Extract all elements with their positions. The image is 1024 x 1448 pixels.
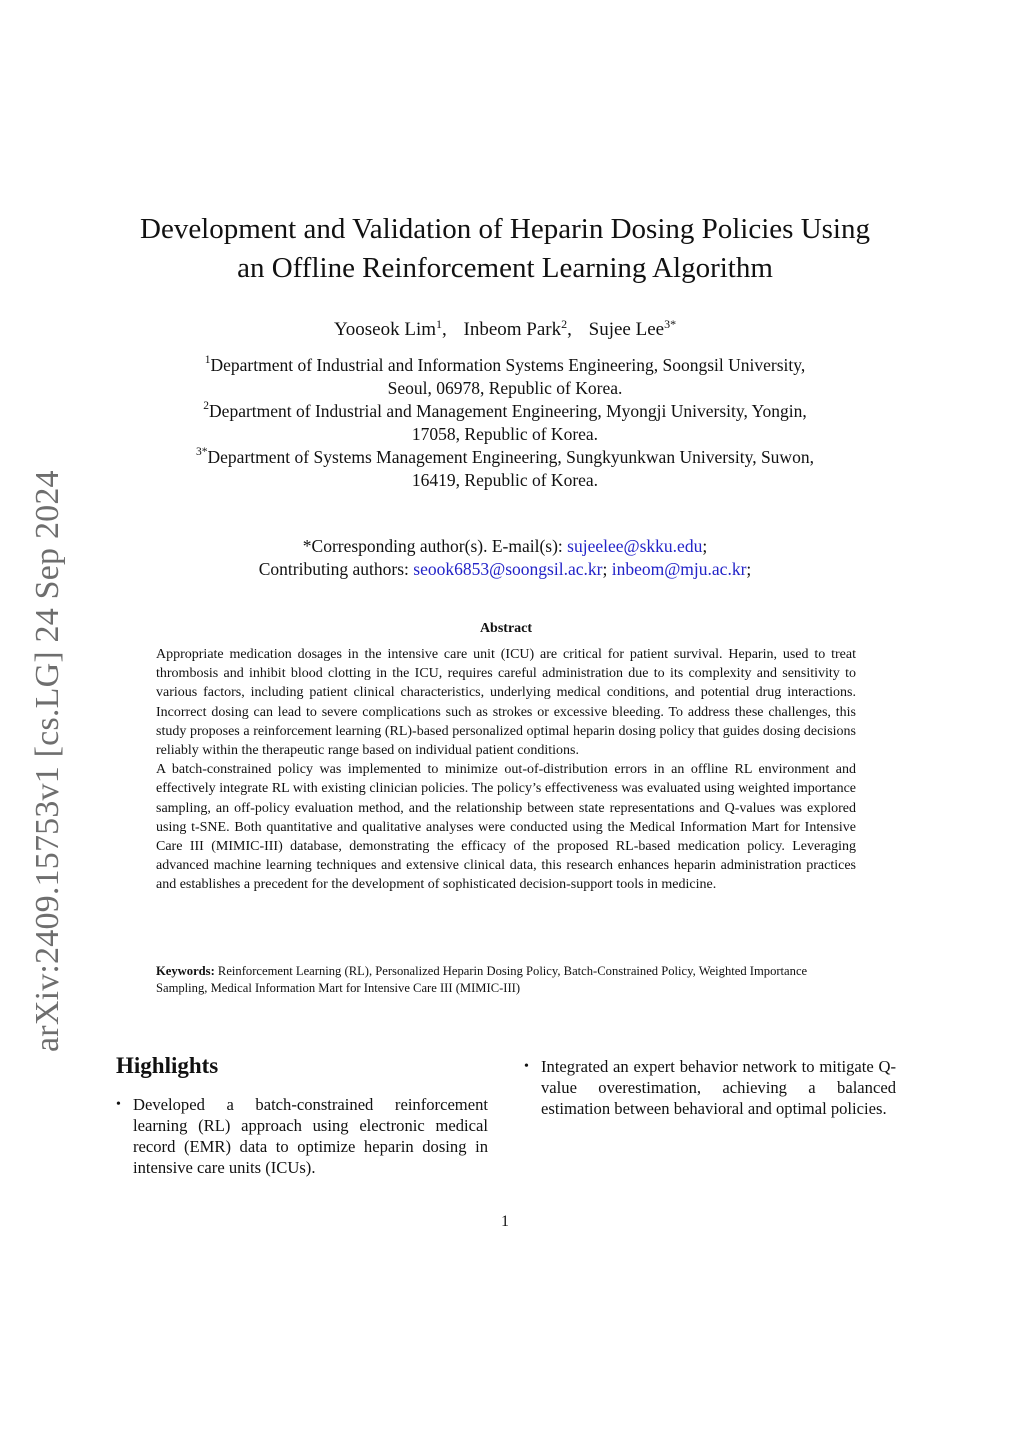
highlights-list — [116, 1094, 488, 1178]
semicolon: ; — [602, 559, 608, 579]
author-name: Yooseok Lim — [333, 319, 436, 340]
title-line-2: an Offline Reinforcement Learning Algorithm — [237, 252, 773, 284]
highlights-left-column — [116, 1094, 488, 1178]
author-affiliation-mark: 1 — [436, 317, 442, 331]
author-separator: , — [442, 319, 447, 340]
author-affiliation-mark: 2 — [561, 317, 568, 331]
affiliation-mark: 3* — [196, 446, 208, 458]
affiliation-line — [130, 446, 880, 469]
semicolon: ; — [746, 559, 752, 579]
author-1 — [334, 317, 447, 343]
affiliation-2 — [130, 400, 880, 446]
highlight-text: Integrated an expert behavior network to mitigate Q-value overestimation, achieving a balanced estimation between behavioral and optimal policies. — [541, 1057, 896, 1118]
highlights-heading: Highlights — [116, 1053, 219, 1078]
abstract-paragraph-2: A batch-constrained policy was implemented to minimize out-of-distribution errors in an offline RL environment and effectively integrate RL with existing clinician policies. The policy’s effectiveness was evaluated using weighted importance sampling, an off-policy evaluation method, and the relationship between state representations and Q-values was explored using t-SNE. Both quantitative and qualitative analyses were conducted using the Medical Information Mart for Intensive Care III (MIMIC-III) database, demonstrating the efficacy of the proposed RL-based medication policy. Leveraging advanced machine learning techniques and extensive clinical data, this research enhances heparin administration practices and establishes a precedent for the development of sophisticated decision-support tools in medicine. — [156, 762, 856, 893]
highlights-list-continued — [524, 1056, 896, 1119]
contributing-authors-label: Contributing authors: — [258, 559, 409, 579]
author-2 — [464, 317, 572, 343]
affiliation-list — [130, 354, 880, 492]
semicolon: ; — [702, 536, 708, 556]
keywords-text: Reinforcement Learning (RL), Personalized Heparin Dosing Policy, Batch-Constrained Policy, Weighted Importance Sampling, Medical Information Mart for Intensive Care III (MIMIC-III) — [156, 964, 808, 995]
author-name: Sujee Lee — [588, 319, 665, 340]
affiliation-mark: 1 — [204, 354, 211, 366]
corresponding-author-line — [110, 535, 900, 558]
affiliation-mark: 2 — [203, 400, 210, 412]
corresponding-email-link[interactable]: sujeelee@skku.edu — [567, 536, 703, 556]
contributing-authors-line — [110, 558, 900, 581]
title-line-1: Development and Validation of Heparin Dosing Policies Using — [140, 213, 870, 245]
contributing-email-link-1[interactable]: seook6853@soongsil.ac.kr — [413, 559, 603, 579]
highlights-right-column — [524, 1056, 896, 1119]
abstract-body — [156, 645, 856, 895]
author-3 — [589, 317, 676, 343]
affiliation-line — [130, 354, 880, 377]
highlight-item-1 — [116, 1094, 488, 1178]
affiliation-text: Department of Industrial and Management Engineering, Myongji University, Yongin, — [209, 401, 807, 421]
paper-title — [110, 210, 900, 288]
author-affiliation-mark: 3* — [664, 317, 677, 331]
affiliation-line: 17058, Republic of Korea. — [411, 424, 599, 444]
contributing-email-link-2[interactable]: inbeom@mju.ac.kr — [611, 559, 747, 579]
arxiv-identifier-stamp: arXiv:2409.15753v1 [cs.LG] 24 Sep 2024 — [29, 470, 66, 1052]
keywords-label: Keywords: — [156, 964, 215, 978]
affiliation-line: Seoul, 06978, Republic of Korea. — [387, 378, 623, 398]
author-list — [110, 317, 900, 343]
author-separator: , — [567, 319, 572, 340]
affiliation-1 — [130, 354, 880, 400]
affiliation-3 — [130, 446, 880, 492]
abstract-heading: Abstract — [479, 621, 533, 636]
keywords-block — [156, 963, 856, 997]
corresponding-author-label: *Corresponding author(s). E-mail(s): — [302, 536, 563, 556]
highlight-item-2 — [524, 1056, 896, 1119]
affiliation-text: Department of Systems Management Engineering, Sungkyunkwan University, Suwon, — [207, 447, 814, 467]
correspondence-block — [110, 535, 900, 581]
abstract-paragraph-1: Appropriate medication dosages in the intensive care unit (ICU) are critical for patient survival. Heparin, used to treat thrombosis and inhibit blood clotting in the ICU, requires careful administration due to its complexity and sensitivity to various factors, including patient clinical characteristics, underlying medical conditions, and potential drug interactions. Incorrect dosing can lead to severe complications such as strokes or excessive bleeding. To address these challenges, this study proposes a reinforcement learning (RL)-based personalized optimal heparin dosing policy that guides dosing decisions reliably within the therapeutic range based on individual patient conditions. — [156, 647, 856, 759]
affiliation-line — [130, 400, 880, 423]
page-number: 1 — [501, 1213, 509, 1230]
affiliation-line: 16419, Republic of Korea. — [411, 470, 599, 490]
highlight-text: Developed a batch-constrained reinforcement learning (RL) approach using electronic medical record (EMR) data to optimize heparin dosing in intensive care units (ICUs). — [133, 1095, 488, 1177]
bullet-icon: • — [524, 1059, 529, 1074]
author-name: Inbeom Park — [463, 319, 562, 340]
bullet-icon: • — [116, 1097, 121, 1112]
affiliation-text: Department of Industrial and Information Systems Engineering, Soongsil University, — [210, 355, 806, 375]
